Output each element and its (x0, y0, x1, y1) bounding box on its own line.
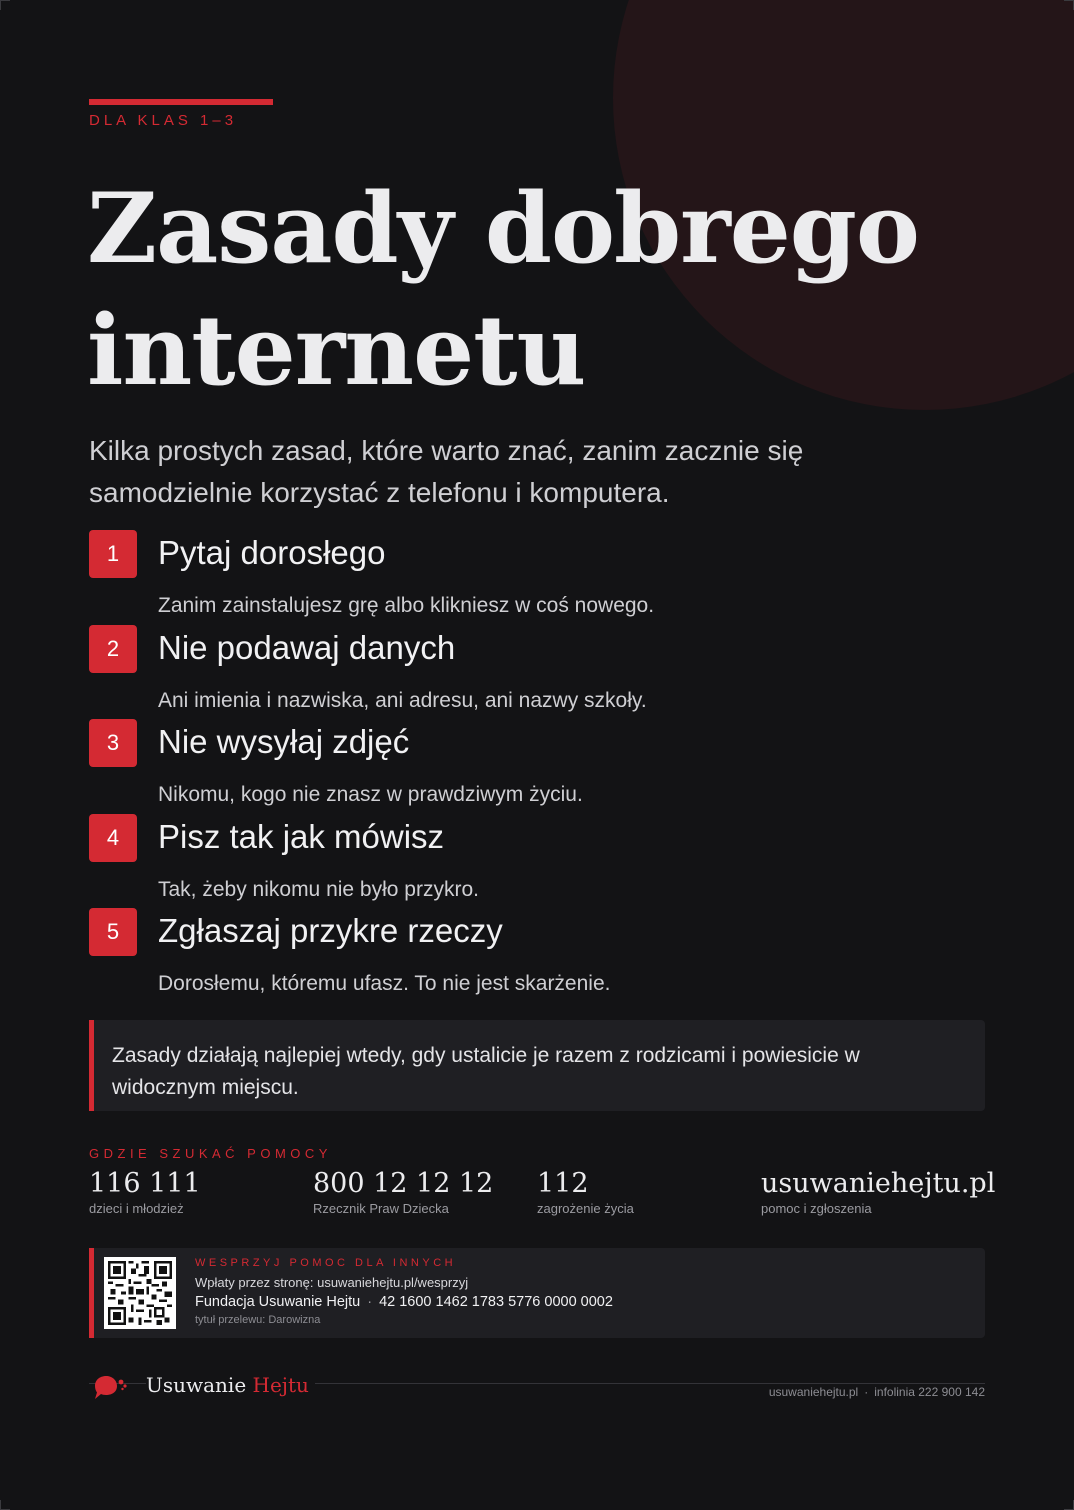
rule-description: Zanim zainstalujesz grę albo klikniesz w coś nowego. (158, 594, 655, 617)
donation-recipient: Fundacja Usuwanie Hejtu (195, 1294, 361, 1310)
brand-name (146, 1373, 315, 1397)
footer-contact (769, 1385, 985, 1399)
help-contact-desc: dzieci i młodzież (89, 1201, 184, 1216)
rule-item (89, 530, 989, 625)
rule-title: Nie podawaj danych (158, 628, 456, 666)
title-line-2: internetu (87, 294, 586, 407)
help-contact-desc: pomoc i zgłoszenia (761, 1201, 872, 1216)
help-contact-value: 800 12 12 12 (313, 1168, 494, 1199)
crop-mark (1064, 0, 1074, 10)
rule-number-badge: 2 (89, 625, 137, 673)
help-contact (89, 1168, 201, 1217)
footer-hotline: infolinia 222 900 142 (874, 1385, 985, 1399)
brand-name-second: Hejtu (252, 1373, 309, 1397)
donation-label: WESPRZYJ POMOC DLA INNYCH (195, 1257, 457, 1269)
rule-item (89, 908, 989, 1003)
rule-description: Tak, żeby nikomu nie było przykro. (158, 877, 479, 901)
help-contact (313, 1168, 493, 1217)
help-contact (761, 1168, 995, 1217)
help-contact-value: usuwaniehejtu.pl (761, 1168, 996, 1199)
qr-code-icon[interactable] (104, 1257, 176, 1329)
donation-website[interactable]: Wpłaty przez stronę: usuwaniehejtu.pl/wesprzyj (195, 1275, 469, 1290)
rule-number-badge: 4 (89, 814, 137, 862)
rule-item (89, 814, 989, 909)
page-title (87, 168, 987, 412)
help-section-label: GDZIE SZUKAĆ POMOCY (89, 1146, 332, 1161)
rule-title: Pytaj dorosłego (158, 534, 386, 571)
crop-mark (1064, 1500, 1074, 1510)
accent-bar (89, 99, 273, 105)
crop-mark (0, 1500, 10, 1510)
footer-website-link[interactable]: usuwaniehejtu.pl (768, 1385, 859, 1399)
help-contact-desc: zagrożenie życia (537, 1201, 634, 1216)
title-line-1: Zasady dobrego (87, 172, 919, 285)
help-contact-value: 116 111 (89, 1168, 201, 1199)
eyebrow-label: DLA KLAS 1–3 (89, 112, 238, 129)
help-contact-value: 112 (537, 1168, 589, 1199)
bank-account-number: 42 1600 1462 1783 5776 0000 0002 (379, 1294, 613, 1310)
separator-dot: · (367, 1294, 373, 1310)
rule-number-badge: 5 (89, 908, 137, 956)
donation-account (195, 1294, 613, 1310)
rule-item (89, 625, 989, 720)
speech-bubble-logo-icon (92, 1372, 128, 1404)
brand-name-first: Usuwanie (146, 1373, 247, 1397)
rule-title: Nie wysyłaj zdjęć (158, 723, 410, 760)
rule-number-badge: 3 (89, 719, 137, 767)
rule-title: Zgłaszaj przykre rzeczy (158, 912, 503, 949)
help-contact-desc: Rzecznik Praw Dziecka (313, 1201, 449, 1216)
rule-number-badge: 1 (89, 530, 137, 578)
rule-description: Ani imienia i nazwiska, ani adresu, ani nazwy szkoły. (158, 688, 647, 712)
info-note-text: Zasady działają najlepiej wtedy, gdy ustalicie je razem z rodzicami i powiesicie w widocznym miejscu. (112, 1044, 860, 1099)
help-contact (537, 1168, 634, 1217)
crop-mark (0, 0, 10, 10)
separator-dot: · (864, 1385, 869, 1399)
lead-text: Kilka prostych zasad, które warto znać, zanim zacznie się samodzielnie korzystać z telefonu i komputera. (89, 435, 804, 508)
info-note (89, 1020, 985, 1111)
transfer-title: tytuł przelewu: Darowizna (195, 1314, 321, 1326)
rule-description: Dorosłemu, któremu ufasz. To nie jest skarżenie. (158, 972, 611, 995)
rule-description: Nikomu, kogo nie znasz w prawdziwym życiu. (158, 783, 583, 806)
rules-list (89, 530, 989, 1003)
rule-title: Pisz tak jak mówisz (158, 817, 445, 855)
donation-panel (89, 1248, 985, 1338)
rule-item (89, 719, 989, 814)
